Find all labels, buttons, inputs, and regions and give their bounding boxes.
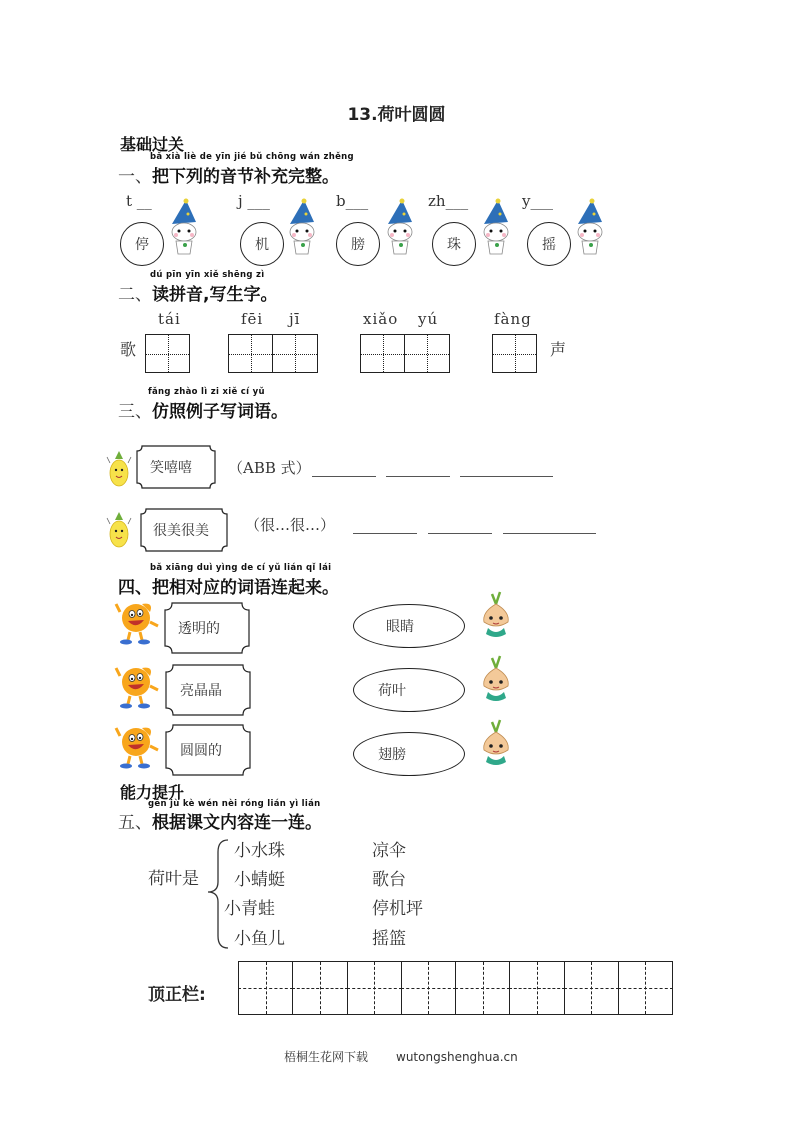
correction-cell[interactable]	[456, 962, 510, 1014]
syllable-blank[interactable]: zh___	[428, 192, 469, 210]
q2-pinyin-3: jī	[289, 310, 301, 328]
writing-grid-box[interactable]	[273, 334, 318, 373]
q2-pinyin-6: fàng	[494, 310, 532, 328]
onion-mascot-icon	[476, 654, 516, 706]
writing-grid-group-3	[360, 334, 450, 373]
onion-mascot-icon	[476, 590, 516, 642]
right-word-oval[interactable]: 眼睛	[353, 604, 465, 648]
q2-pinyin: dú pīn yīn xiě shēng zì	[150, 270, 265, 280]
correction-cell[interactable]	[402, 962, 456, 1014]
q3-heading: 三、仿照例子写词语。	[118, 402, 288, 422]
wizard-cat-icon	[382, 198, 416, 258]
footer-url[interactable]: wutongshenghua.cn	[396, 1050, 518, 1064]
writing-grid-box[interactable]	[145, 334, 190, 373]
q2-heading: 二、读拼音,写生字。	[118, 285, 278, 305]
answer-blank[interactable]	[312, 460, 376, 477]
pattern-hint: （ABB 式）	[228, 459, 311, 477]
char-circle: 珠	[432, 222, 476, 266]
answer-blank[interactable]	[460, 460, 553, 477]
q5-left-item[interactable]: 小鱼儿	[234, 929, 285, 949]
answer-blank[interactable]	[503, 517, 596, 534]
char-circle: 摇	[527, 222, 571, 266]
right-word-oval[interactable]: 荷叶	[353, 668, 465, 712]
q2-pinyin-1: tái	[158, 310, 181, 328]
example-word-card: 很美很美	[140, 508, 228, 552]
correction-cell[interactable]	[239, 962, 293, 1014]
writing-grid-box[interactable]	[492, 334, 537, 373]
writing-grid-box[interactable]	[360, 334, 405, 373]
left-word-card[interactable]: 圆圆的	[165, 724, 251, 776]
suffix-char: 声	[550, 340, 567, 359]
section-basic-heading: 基础过关	[120, 135, 185, 154]
writing-grid-group-2	[228, 334, 318, 373]
q2-pinyin-5: yú	[418, 310, 439, 328]
syllable-blank[interactable]: b___	[336, 192, 369, 210]
q5-heading: 五、根据课文内容连一连。	[118, 813, 322, 833]
q5-left-item[interactable]: 小水珠	[234, 841, 285, 861]
correction-cell[interactable]	[565, 962, 619, 1014]
sun-mascot-icon	[114, 662, 164, 710]
answer-blank[interactable]	[428, 517, 492, 534]
q5-right-item[interactable]: 停机坪	[372, 899, 423, 919]
wizard-cat-icon	[572, 198, 606, 258]
correction-cell[interactable]	[348, 962, 402, 1014]
syllable-blank[interactable]: t __	[126, 192, 152, 210]
syllable-blank[interactable]: j ___	[238, 192, 270, 210]
char-circle: 膀	[336, 222, 380, 266]
writing-grid-group-4	[492, 334, 537, 373]
q4-pinyin: bǎ xiāng duì yìng de cí yǔ lián qǐ lái	[150, 563, 332, 573]
correction-cell[interactable]	[510, 962, 564, 1014]
q5-pinyin: gēn jù kè wén nèi róng lián yì lián	[148, 799, 321, 809]
writing-grid-box[interactable]	[228, 334, 273, 373]
q5-left-item[interactable]: 小蜻蜓	[234, 870, 285, 890]
q5-right-item[interactable]: 凉伞	[372, 841, 406, 861]
wizard-cat-icon	[284, 198, 318, 258]
char-circle: 停	[120, 222, 164, 266]
wizard-cat-icon	[478, 198, 512, 258]
char-circle: 机	[240, 222, 284, 266]
q5-right-item[interactable]: 歌台	[372, 870, 406, 890]
q3-pinyin: fǎng zhào lì zi xiě cí yǔ	[148, 387, 265, 397]
footer	[284, 1048, 518, 1065]
q4-heading: 四、把相对应的词语连起来。	[118, 578, 339, 598]
writing-grid-group-1	[145, 334, 190, 373]
correction-cell[interactable]	[619, 962, 672, 1014]
answer-blank[interactable]	[353, 517, 417, 534]
prefix-char: 歌	[120, 340, 137, 359]
pineapple-mascot-icon	[103, 447, 135, 491]
q1-pinyin: bǎ xià liè de yīn jié bǔ chōng wán zhěng	[150, 152, 354, 162]
right-word-oval[interactable]: 翅膀	[353, 732, 465, 776]
q5-subject: 荷叶是	[148, 869, 199, 889]
correction-cell[interactable]	[293, 962, 347, 1014]
q2-pinyin-2: fēi	[241, 310, 264, 328]
q2-pinyin-4: xiǎo	[363, 310, 399, 328]
q5-left-item[interactable]: 小青蛙	[224, 899, 275, 919]
onion-mascot-icon	[476, 718, 516, 770]
example-word-card: 笑嘻嘻	[136, 445, 216, 489]
q1-items	[120, 190, 600, 275]
correction-label: 顶正栏:	[148, 985, 206, 1005]
section-advanced-heading: 能力提升	[120, 783, 185, 802]
sun-mascot-icon	[114, 598, 164, 646]
syllable-blank[interactable]: y___	[522, 192, 553, 210]
page-title: 13.荷叶圆圆	[347, 105, 446, 125]
sun-mascot-icon	[114, 722, 164, 770]
q5-right-item[interactable]: 摇篮	[372, 929, 406, 949]
pattern-hint: （很…很…）	[245, 516, 336, 534]
writing-grid-box[interactable]	[405, 334, 450, 373]
answer-blank[interactable]	[386, 460, 450, 477]
left-word-card[interactable]: 亮晶晶	[165, 664, 251, 716]
pineapple-mascot-icon	[103, 508, 135, 552]
left-word-card[interactable]: 透明的	[164, 602, 250, 654]
correction-grid	[238, 961, 673, 1015]
wizard-cat-icon	[166, 198, 200, 258]
footer-site-name: 梧桐生花网下载	[284, 1050, 369, 1064]
q1-heading: 一、把下列的音节补充完整。	[118, 167, 339, 187]
